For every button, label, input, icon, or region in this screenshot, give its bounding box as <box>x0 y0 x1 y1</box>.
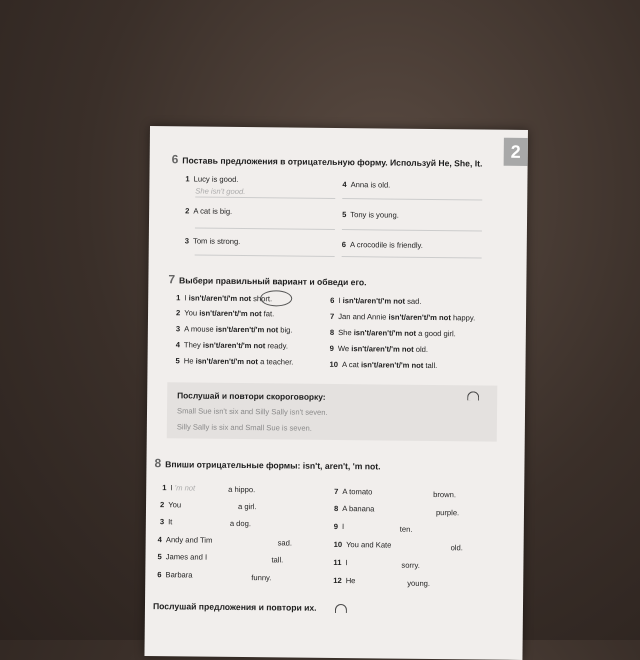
ex8-item-rest: a hippo. <box>228 484 256 495</box>
ex8-item: 11 I <box>333 557 348 568</box>
ex8-example-answer: 'm not <box>174 483 196 493</box>
answer-line <box>342 198 482 200</box>
tongue-twister-box <box>167 382 498 441</box>
unit-tab: 2 <box>504 138 528 166</box>
headphones-icon <box>335 604 347 613</box>
ex8-item: 8 A banana <box>333 503 375 514</box>
answer-line <box>342 229 482 231</box>
exercise-6-heading <box>172 152 483 169</box>
ex6-item: 3 Tom is strong. <box>184 236 241 246</box>
tongue-twister-line: Silly Sally is six and Small Sue is seven. <box>176 422 312 433</box>
ex8-item: 3 It <box>159 517 173 527</box>
worksheet-page <box>144 126 528 660</box>
ex7-item: 5 He isn't/aren't/'m not a teacher. <box>175 356 294 367</box>
listen-task-heading: Послушай предложения и повтори их. <box>152 601 317 613</box>
ex7-item: 4 They isn't/aren't/'m not ready. <box>175 340 289 351</box>
answer-line <box>195 227 335 229</box>
ex6-item: 1 Lucy is good. <box>185 174 239 184</box>
exercise-7-heading <box>168 272 366 288</box>
answer-line <box>195 254 335 256</box>
tongue-twister-line: Small Sue isn't six and Silly Sally isn't seven. <box>176 406 328 417</box>
ex8-item-rest: old. <box>450 543 463 553</box>
ex6-item: 6 A crocodile is friendly. <box>341 240 423 250</box>
ex8-item-rest: sorry. <box>401 560 420 570</box>
ex8-item: 2 You <box>159 500 182 510</box>
ex6-item: 5 Tony is young. <box>342 210 399 220</box>
ex8-item: 6 Barbara <box>157 570 193 580</box>
answer-line <box>195 196 335 198</box>
exercise-7-title: Выбери правильный вариант и обведи его. <box>179 275 367 288</box>
ex8-item-rest: purple. <box>435 508 460 518</box>
exercise-8-heading <box>154 456 380 472</box>
ex6-example-answer: She isn't good. <box>195 186 246 197</box>
exercise-7-number: 7 <box>168 272 176 287</box>
ex8-item: 7 A tomato <box>334 486 373 497</box>
tongue-twister-title: Послушай и повтори скороговорку: <box>177 390 326 402</box>
exercise-6-title: Поставь предложения в отрицательную форму. Используй He, She, It. <box>182 155 483 169</box>
ex7-item: 8 She isn't/aren't/'m not a good girl. <box>329 327 456 339</box>
ex8-item: 10 You and Kate <box>333 539 392 550</box>
ex8-item: 5 James and I <box>157 552 208 562</box>
answer-line <box>342 256 482 258</box>
ex8-item: 12 He <box>333 575 356 586</box>
ex7-item: 10 A cat isn't/aren't/'m not tall. <box>329 359 438 371</box>
ex7-item: 1 I isn't/aren't/'m not short. <box>176 293 273 304</box>
ex7-item: 3 A mouse isn't/aren't/'m not big. <box>175 324 293 335</box>
ex6-item: 4 Anna is old. <box>342 180 391 190</box>
answer-circle <box>260 290 292 306</box>
ex8-item: 9 I <box>333 521 345 532</box>
ex7-item: 2 You isn't/aren't/'m not fat. <box>176 308 275 319</box>
ex8-item-rest: sad. <box>277 538 293 548</box>
exercise-8-number: 8 <box>154 456 162 471</box>
ex8-item-rest: funny. <box>251 573 272 583</box>
ex7-item: 6 I isn't/aren't/'m not sad. <box>330 295 422 306</box>
ex7-item: 7 Jan and Annie isn't/aren't/'m not happy. <box>329 311 476 323</box>
ex8-item-rest: brown. <box>433 490 457 500</box>
ex8-item: 1 I 'm not <box>162 483 196 493</box>
ex8-item-rest: a girl. <box>237 501 257 512</box>
exercise-8-title: Впиши отрицательные формы: isn't, aren't, 'm not. <box>165 459 381 472</box>
ex7-item: 9 We isn't/aren't/'m not old. <box>329 343 429 354</box>
exercise-6-number: 6 <box>171 152 179 167</box>
ex6-item: 2 A cat is big. <box>185 206 233 216</box>
ex8-item-rest: young. <box>407 578 431 588</box>
ex8-item-rest: a dog. <box>229 518 252 529</box>
ex8-item: 4 Andy and Tim <box>157 535 213 545</box>
ex8-item-rest: ten. <box>399 524 413 534</box>
ex8-item-rest: tall. <box>271 555 284 565</box>
headphones-icon <box>467 391 479 400</box>
